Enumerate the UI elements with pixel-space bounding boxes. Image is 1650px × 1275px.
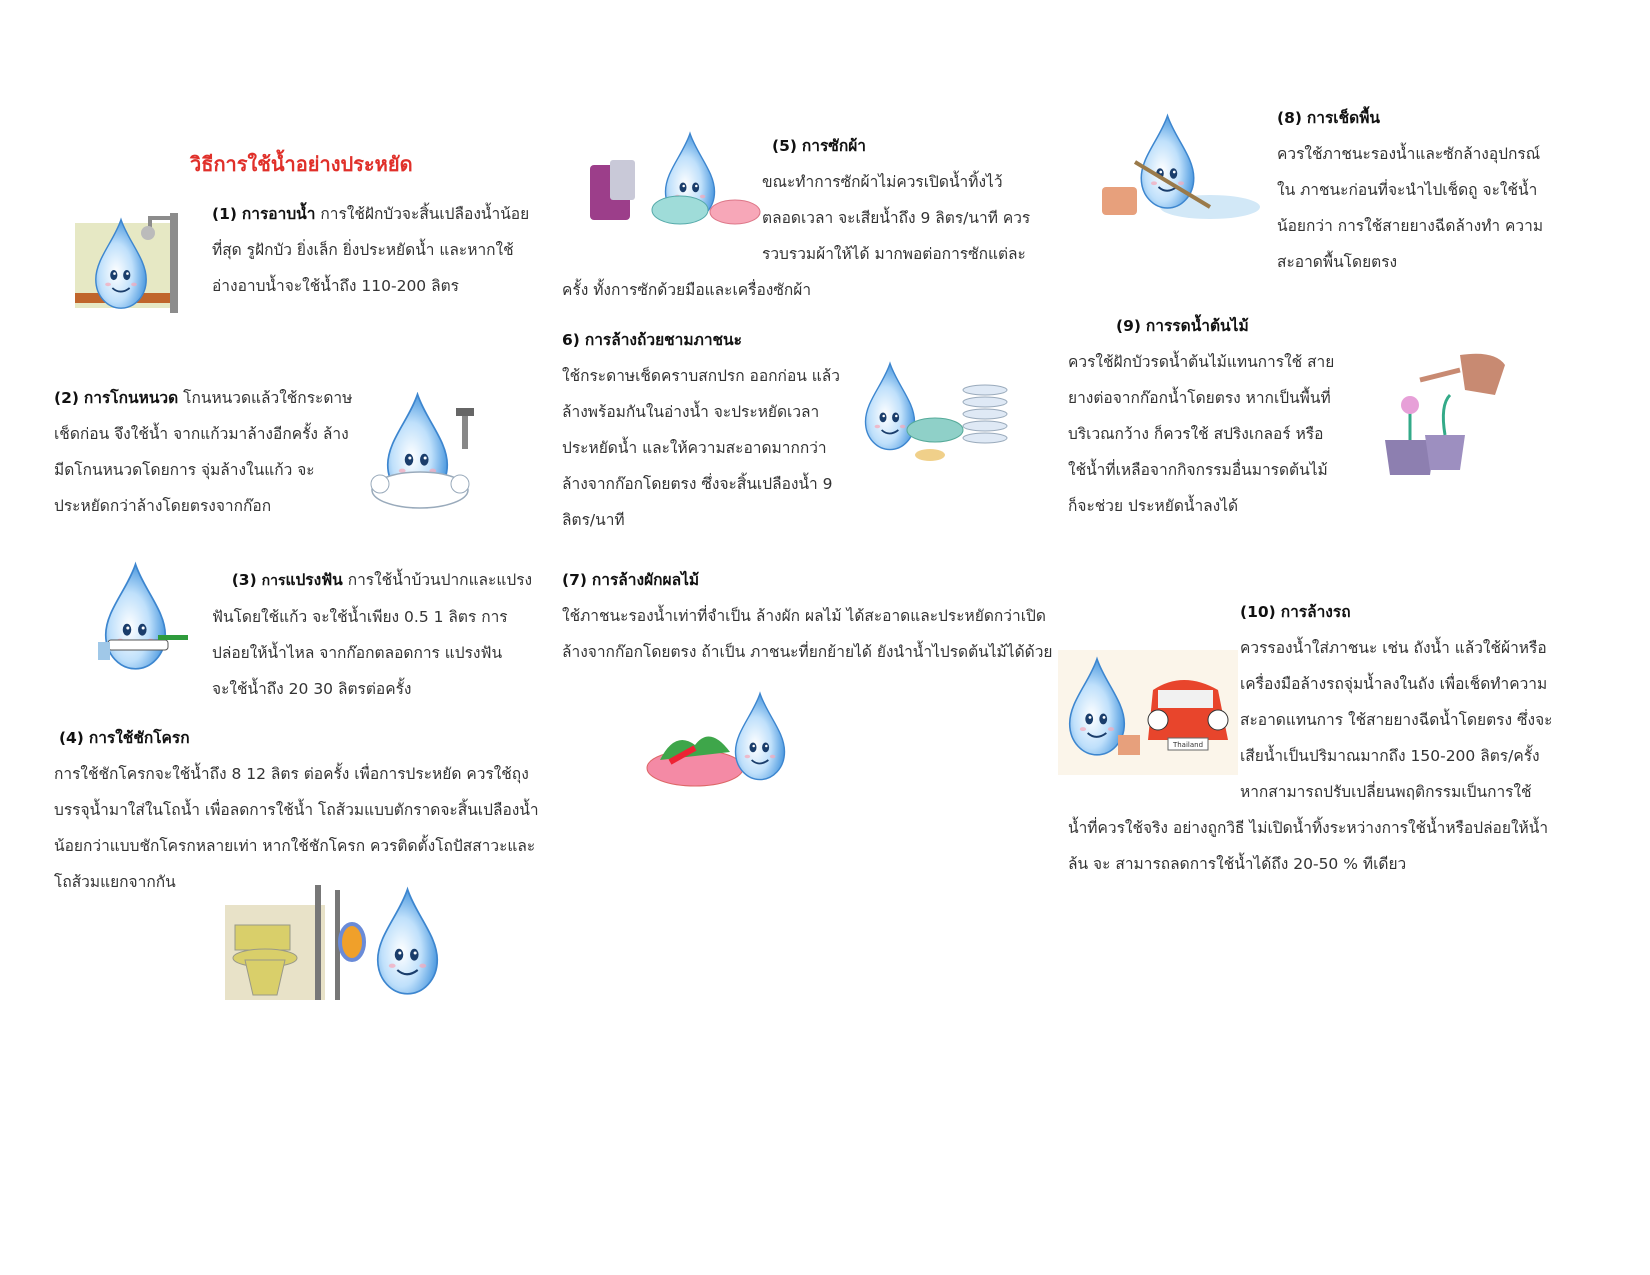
item-4: (4) การใช้ชักโครก การใช้ชักโครกจะใช้น้ำถึง 8 12 ลิตร ต่อครั้ง เพื่อการประหยัด ควรใช้ถุง บรรจุน้ำมาใส่ในโถน้ำ เพื่อลดการใช้น้ำ โถส้วมแบบตักราดจะสิ้นเปลืองน้ำ น้อยกว่าแบบชักโครกหลายเท่า หากใช้ชักโครก ควรติดตั้งโถปัสสาวะและ โถส้วมแยกจากกัน <box>54 729 539 891</box>
shaving-illustration <box>360 392 490 512</box>
toilet-illustration <box>225 880 450 1005</box>
item-2: (2) การโกนหนวด โกนหนวดแล้วใช้กระดาษ เช็ดก่อน จึงใช้น้ำ จากแก้วมาล้างอีกครั้ง ล้าง มีดโกนหนวดโดยการ จุ่มล้างในแก้ว จะ ประหยัดกว่าล้างโดยตรงจากก๊อก <box>54 389 353 515</box>
page-title: วิธีการใช้น้ำอย่างประหยัด <box>190 152 413 176</box>
item-9: (9) การรดน้ำต้นไม้ ควรใช้ฝักบัวรดน้ำต้นไม้แทนการใช้ สาย ยางต่อจากก๊อกน้ำโดยตรง หากเป็นพื้นที่ บริเวณกว้าง ก็ควรใช้ สปริงเกลอร์ หรือ ใช้น้ำที่เหลือจากกิจกรรมอื่นมารดต้นไม้ ก็จะช่วย ประหยัดน้ำลงได้ <box>1068 317 1335 515</box>
dishes-illustration <box>855 360 1015 470</box>
item-1: (1) การอาบน้ำ การใช้ฝักบัวจะสิ้นเปลืองน้ำน้อย ที่สุด รูฝักบัว ยิ่งเล็ก ยิ่งประหยัดน้ำ และหากใช้ อ่างอาบน้ำจะใช้น้ำถึง 110-200 ลิตร <box>212 205 530 295</box>
item-5: (5) การซักผ้า ขณะทำการซักผ้าไม่ควรเปิดน้ำทิ้งไว้ ตลอดเวลา จะเสียน้ำถึง 9 ลิตร/นาที ควร รวบรวมผ้าให้ได้ มากพอต่อการซักแต่ละ ครั้ง ทั้งการซักด้วยมือและเครื่องซักผ้า <box>562 137 1031 299</box>
item-3: (3) การแปรงฟัน การใช้น้ำบ้วนปากและแปรง ฟันโดยใช้แก้ว จะใช้น้ำเพียง 0.5 1 ลิตร การ ปล่อยให้น้ำไหล จากก๊อกตลอดการ แปรงฟัน จะใช้น้ำถึง 20 30 ลิตรต่อครั้ง <box>212 571 533 698</box>
car-plate: Thailand <box>1172 741 1204 749</box>
item-7: (7) การล้างผักผลไม้ ใช้ภาชนะรองน้ำเท่าที่จำเป็น ล้างผัก ผลไม้ ได้สะอาดและประหยัดกว่าเปิด ล้างจากก๊อกโดยตรง ถ้าเป็น ภาชนะที่ยกย้ายได้ ยังนำน้ำไปรดต้นไม้ได้ด้วย <box>562 571 1053 661</box>
item-8: (8) การเช็ดพื้น ควรใช้ภาชนะรองน้ำและซักล้างอุปกรณ์ ใน ภาชนะก่อนที่จะนำไปเช็ดถู จะใช้น้ำ น้อยกว่า การใช้สายยางฉีดล้างทำ ความ สะอาดพื้นโดยตรง <box>1277 109 1544 271</box>
item-6: 6) การล้างถ้วยชามภาชนะ ใช้กระดาษเช็ดคราบสกปรก ออกก่อน แล้ว ล้างพร้อมกันในอ่างน้ำ จะประหยัดเวลา ประหยัดน้ำ และให้ความสะอาดมากกว่า ล้างจากก๊อกโดยตรง ซึ่งจะสิ้นเปลืองน้ำ 9 ลิตร/นาที <box>562 331 840 529</box>
shower-illustration <box>70 208 190 318</box>
toothbrush-illustration <box>88 560 198 680</box>
mopping-illustration <box>1100 112 1260 224</box>
item-10: (10) การล้างรถ ควรรองน้ำใส่ภาชนะ เช่น ถังน้ำ แล้วใช้ผ้าหรือ เครื่องมือล้างรถจุ่มน้ำลงในถัง เพื่อเช็ดทำความ สะอาดแทนการ ใช้สายยางฉีดน้ำโดยตรง ซึ่งจะ เสียน้ำเป็นปริมาณมากถึง 150-200 ลิตร/ครั้ง หากสามารถปรับเปลี่ยนพฤติกรรมเป็นการใช้ น้ำที่ควรใช้จริง อย่างถูกวิธี ไม่เปิดน้ำทิ้งระหว่างการใช้น้ำหรือปล่อยให้น้ำ ล้น จะ สามารถลดการใช้น้ำได้ถึง 20-50 % ทีเดียว <box>1068 603 1553 873</box>
vegetables-illustration <box>640 690 800 800</box>
watering-can-illustration <box>1365 345 1515 485</box>
